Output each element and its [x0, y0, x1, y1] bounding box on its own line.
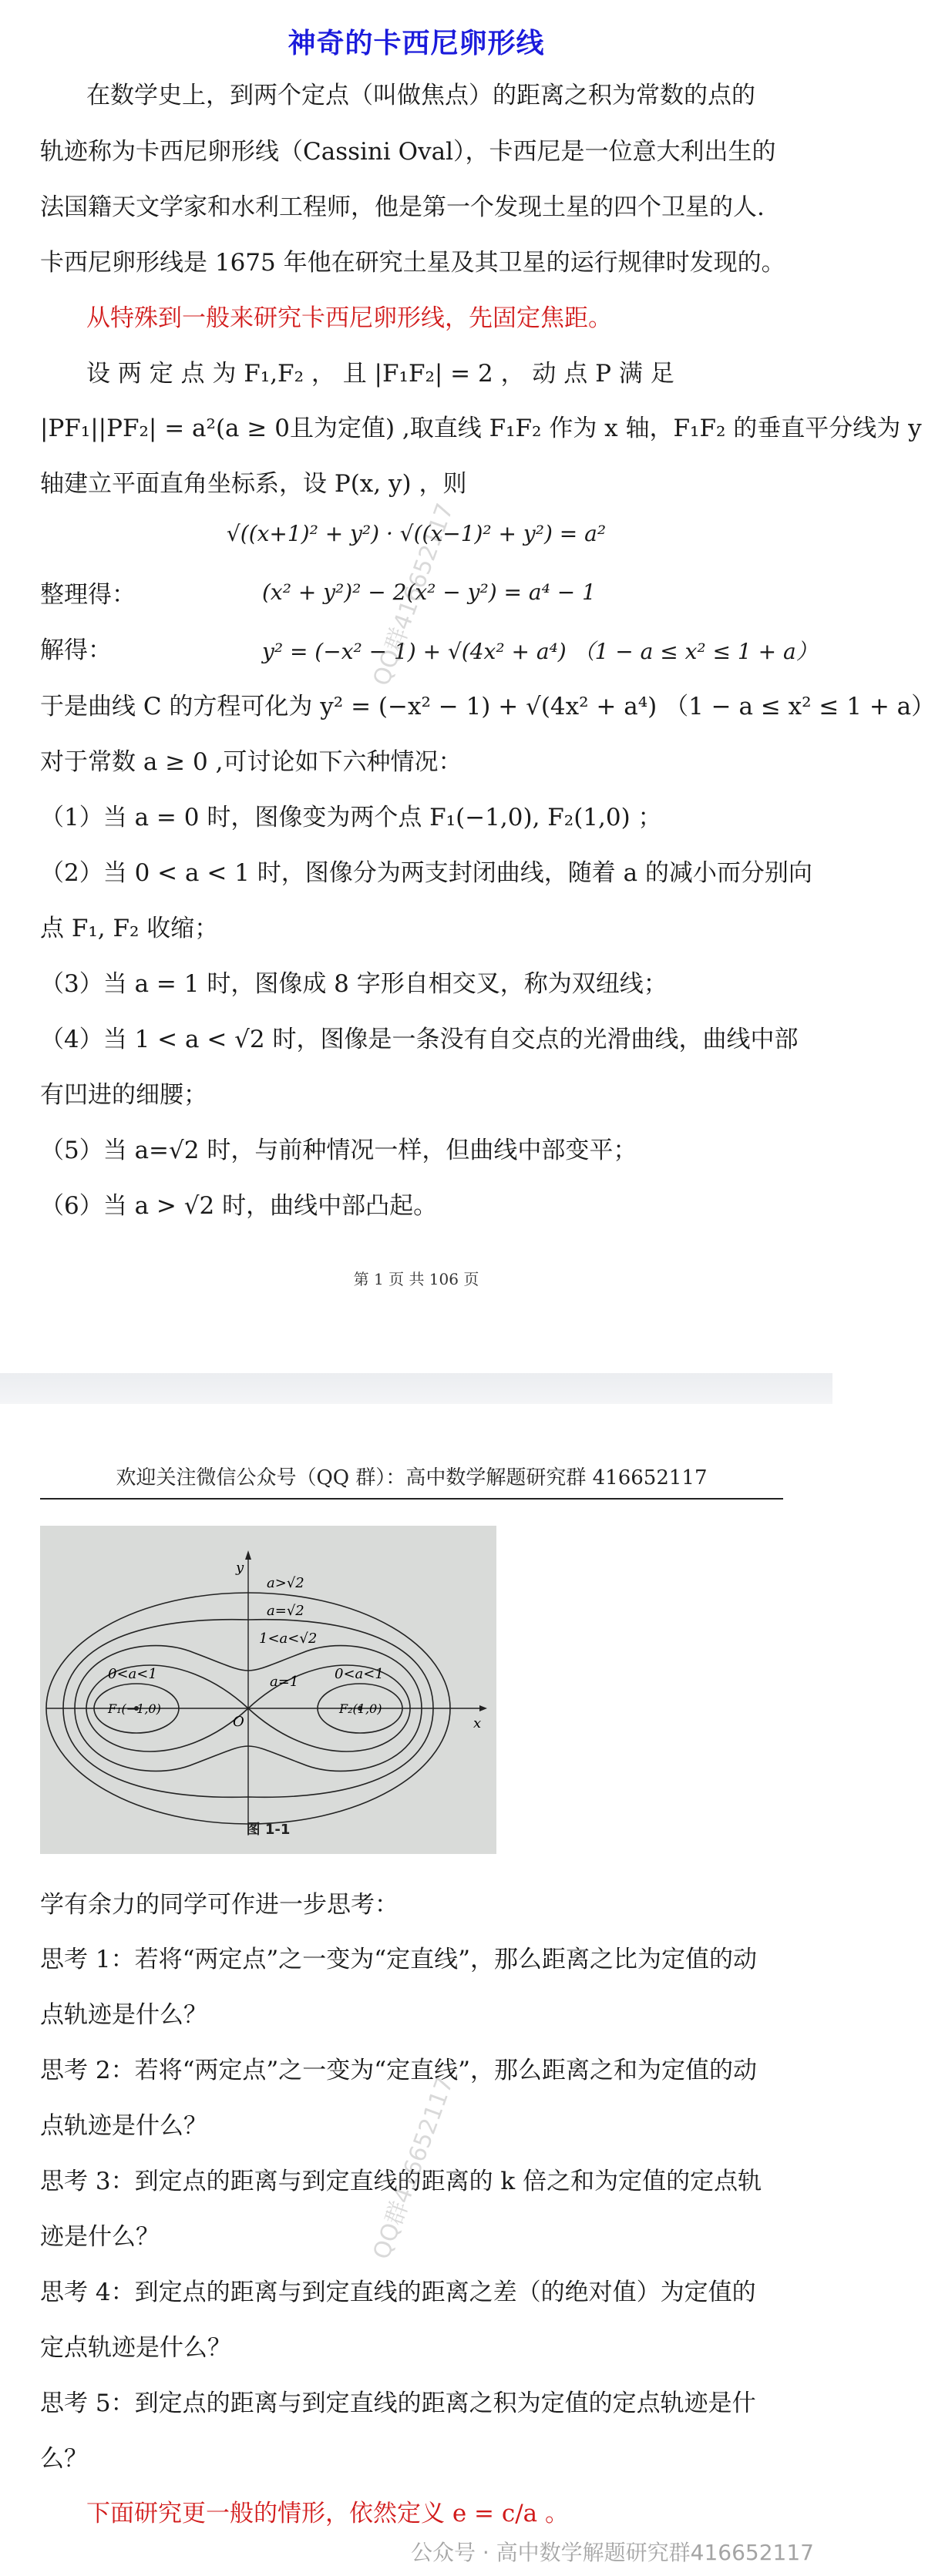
diagonal-watermark-2: QQ群416652117 — [368, 2073, 459, 2263]
intro-line-4: 卡西尼卵形线是 1675 年他在研究土星及其卫星的运行规律时发现的。 — [40, 249, 785, 277]
think-line-9: 思考 5：到定点的距离与到定直线的距离之积为定值的定点轨迹是什 — [40, 2390, 756, 2417]
page-separator — [0, 1373, 832, 1404]
setup-line-2: |PF₁||PF₂| = a²(a ≥ 0且为定值) ,取直线 F₁F₂ 作为 x 轴，F₁F₂ 的垂直平分线为 y — [40, 415, 922, 442]
page-title: 神奇的卡西尼卵形线 — [288, 28, 545, 59]
intro-line-2: 轨迹称为卡西尼卵形线（Cassini Oval），卡西尼是一位意大利出生的 — [40, 138, 776, 166]
think-line-2: 点轨迹是什么？ — [40, 2001, 207, 2029]
curve-equation-line: 于是曲线 C 的方程可化为 y² = (−x² − 1) + √(4x² + a⁴) （1 − a ≤ x² ≤ 1 + a） — [40, 693, 935, 720]
label-f2: F₂(1,0) — [339, 1701, 382, 1716]
think-line-10: 么？ — [40, 2445, 88, 2473]
case-line-1: （1）当 a = 0 时，图像变为两个点 F₁(−1,0), F₂(1,0) ； — [40, 804, 662, 831]
case-line-4: （3）当 a = 1 时，图像成 8 字形自相交叉，称为双纽线； — [40, 970, 668, 998]
origin-label: O — [233, 1714, 244, 1730]
cases-intro: 对于常数 a ≥ 0 ,可讨论如下六种情况： — [40, 748, 462, 776]
page-header: 欢迎关注微信公众号（QQ 群）：高中数学解题研究群 416652117 — [40, 1462, 783, 1500]
equation-3: y² = (−x² − 1) + √(4x² + a⁴) （1 − a ≤ x² ≤ 1 + a） — [262, 639, 818, 664]
simplify-label: 整理得： — [40, 581, 136, 609]
label-a-between: 1<a<√2 — [259, 1631, 318, 1647]
label-a-eq-sqrt2: a=√2 — [267, 1603, 304, 1619]
label-a-eq-1: a=1 — [270, 1674, 299, 1690]
label-left-small: 0<a<1 — [108, 1666, 157, 1682]
final-red-line: 下面研究更一般的情形，依然定义 e = c/a 。 — [86, 2500, 570, 2527]
solve-label: 解得： — [40, 636, 112, 664]
think-intro: 学有余力的同学可作进一步思考： — [40, 1891, 399, 1919]
figure-caption: 图 1-1 — [246, 1822, 291, 1838]
case-line-3: 点 F₁, F₂ 收缩； — [40, 915, 219, 942]
intro-line-3: 法国籍天文学家和水利工程师，他是第一个发现土星的四个卫星的人. — [40, 193, 765, 221]
label-right-small: 0<a<1 — [335, 1666, 384, 1682]
red-statement: 从特殊到一般来研究卡西尼卵形线，先固定焦距。 — [86, 304, 612, 332]
setup-line-1: 设 两 定 点 为 F₁,F₂ ， 且 |F₁F₂| = 2 ， 动 点 P 满 足 — [86, 360, 674, 388]
case-line-7: （5）当 a=√2 时，与前种情况一样，但曲线中部变平； — [40, 1137, 637, 1164]
cassini-oval-diagram — [40, 1526, 496, 1854]
think-line-8: 定点轨迹是什么？ — [40, 2334, 231, 2362]
case-line-2: （2）当 0 < a < 1 时，图像分为两支封闭曲线，随着 a 的减小而分别向 — [40, 859, 812, 887]
case-line-6: 有凹进的细腰； — [40, 1081, 207, 1109]
think-line-5: 思考 3：到定点的距离与到定直线的距离的 k 倍之和为定值的定点轨 — [40, 2168, 762, 2195]
equation-1: √((x+1)² + y²) · √((x−1)² + y²) = a² — [226, 521, 607, 546]
think-line-4: 点轨迹是什么？ — [40, 2112, 207, 2140]
setup-line-3: 轴建立平面直角坐标系，设 P(x, y) ，则 — [40, 470, 467, 498]
case-line-5: （4）当 1 < a < √2 时，图像是一条没有自交点的光滑曲线，曲线中部 — [40, 1026, 799, 1053]
x-axis-label: x — [473, 1715, 482, 1731]
label-f1: F₁(−1,0) — [108, 1701, 161, 1716]
page-footer: 第 1 页 共 106 页 — [353, 1270, 479, 1288]
y-axis-label: y — [236, 1560, 244, 1576]
equation-2: (x² + y²)² − 2(x² − y²) = a⁴ − 1 — [262, 579, 596, 605]
think-line-1: 思考 1：若将“两定点”之一变为“定直线”，那么距离之比为定值的动 — [40, 1946, 757, 1973]
case-line-8: （6）当 a > √2 时，曲线中部凸起。 — [40, 1192, 438, 1220]
label-a-gt-sqrt2: a>√2 — [267, 1575, 304, 1591]
diagonal-watermark: QQ群416652117 — [368, 499, 459, 690]
think-line-3: 思考 2：若将“两定点”之一变为“定直线”，那么距离之和为定值的动 — [40, 2057, 757, 2084]
page-2 — [0, 1404, 832, 2576]
think-line-7: 思考 4：到定点的距离与到定直线的距离之差（的绝对值）为定值的 — [40, 2279, 756, 2306]
intro-line-1: 在数学史上，到两个定点（叫做焦点）的距离之积为常数的点的 — [86, 82, 755, 109]
cassini-oval-figure — [40, 1526, 496, 1854]
think-line-6: 迹是什么？ — [40, 2223, 160, 2251]
bottom-watermark: 公众号 · 高中数学解题研究群416652117 — [410, 2540, 814, 2565]
